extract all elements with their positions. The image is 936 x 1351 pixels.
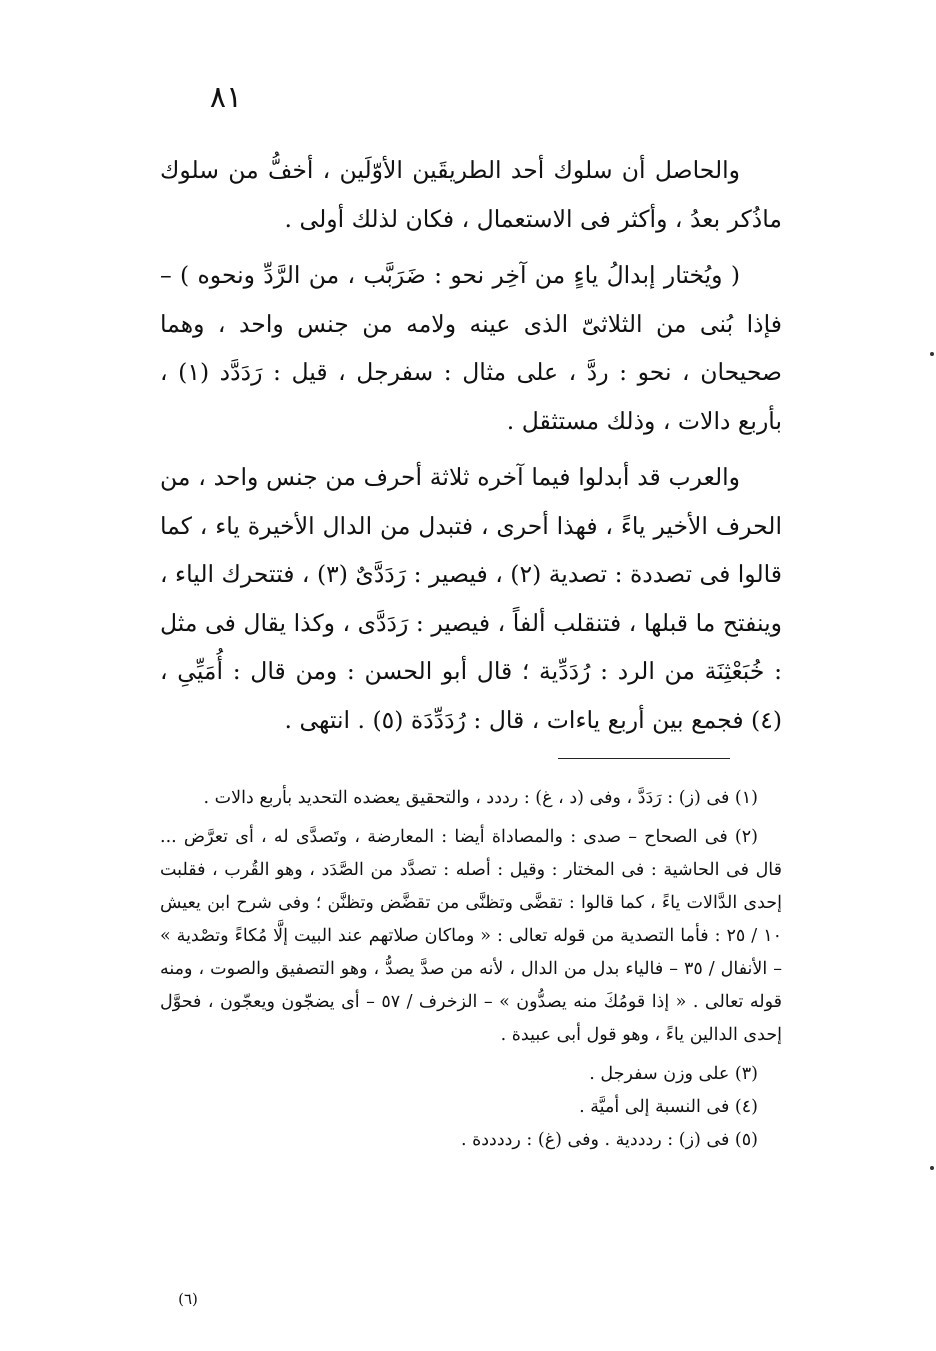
paragraph-1: والحاصل أن سلوك أحد الطريقَين الأوّلَين ، أخفُّ من سلوك ماذُكر بعدُ ، وأكثر فى الاستعمال ، فكان لذلك أولى . <box>160 156 782 233</box>
signature-mark: (٦) <box>178 1290 198 1308</box>
footnote-4: (٤) فى النسبة إلى أميَّة . <box>579 1097 758 1117</box>
footnote-1: (١) فى (ز) : رَدَدَّ ، وفى (د ، غ) : رددد ، والتحقيق يعضده التحديد بأربع دالات . <box>203 788 758 808</box>
paragraph-2: ( ويُختار إبدالُ ياءٍ من آخِر نحو : ضَرَبَّب ، من الرَّدِّ ونحوه ) – فإذا بُنى من الثلاثىّ الذى عينه ولامه من جنس واحد ، وهما صحيحان ، نحو : ردَّ ، على مثال : سفرجل ، قيل : رَدَدَّد (١) ، بأربع دالات ، وذلك مستثقل . <box>160 261 782 435</box>
scan-edge-mark <box>930 352 934 356</box>
paragraph-3: والعرب قد أبدلوا فيما آخره ثلاثة أحرف من جنس واحد ، من الحرف الأخير ياءً ، فهذا أحرى ، فتبدل من الدال الأخيرة ياء ، كما قالوا فى تصددة : تصدية (٢) ، فيصير : رَدَدَّىٌ (٣) ، فتتحرك الياء ، وينفتح ما قبلها ، فتنقلب ألفاً ، فيصير : رَدَدَّى ، وكذا يقال فى مثل : خُبَعْثِنَة من الرد : رُدَدِّية ؛ قال أبو الحسن : ومن قال : أُمَيِّىِ ، (٤) فجمع بين أربع ياءات ، قال : رُدَدِّدَة (٥) . انتهى . <box>160 463 782 734</box>
footnote-2: (٢) فى الصحاح – صدى : والمصاداة أيضا : المعارضة ، وتَصدَّى له ، أى تعرَّض ... قال فى الحاشية : فى المختار : وقيل : أصله : تصدَّد من الصَّدَد ، وهو القُرب ، فقلبت إحدى الدَّالات ياءً ، كما قالوا : تقضَّى وتظنَّى من تقضَّض وتظنَّن ؛ وفى شرح ابن يعيش ١٠ / ٢٥ : فأما التصدية من قوله تعالى : « وماكان صلاتهم عند البيت إلَّا مُكاءً وتصْدية » – الأنفال / ٣٥ – فالياء بدل من الدال ، لأنه من صدَّ يصدُّ ، وهو التصفيق والصوت ، ومنه قوله تعالى . « إذا قومُكَ منه يصدُّون » – الزخرف / ٥٧ – أى يضجّون ويعجّون ، فحوَّل إحدى الدالين ياءً ، وهو قول أبى عبيدة . <box>160 827 782 1045</box>
page-number: ٨١ <box>209 80 243 115</box>
footnotes <box>160 782 782 1157</box>
footnote-5: (٥) فى (ز) : ردددية . وفى (غ) : رددددة . <box>460 1130 758 1150</box>
footnote-separator <box>558 758 730 759</box>
footnote-3: (٣) على وزن سفرجل . <box>589 1064 758 1084</box>
main-text <box>160 146 782 744</box>
scan-edge-mark <box>930 1166 934 1170</box>
